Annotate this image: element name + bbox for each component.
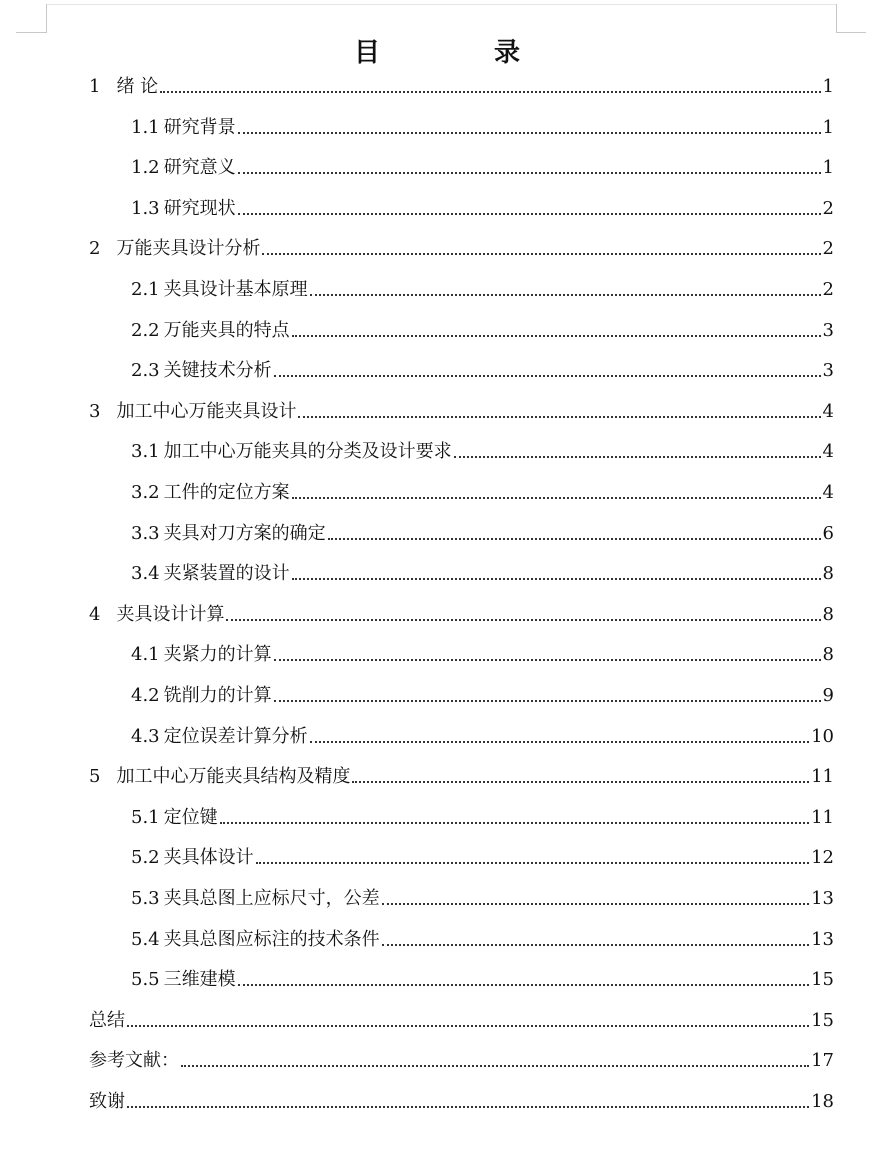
toc-entry[interactable]: [89, 1004, 834, 1032]
toc-dot-leader: [292, 496, 821, 499]
toc-entry-page-number: 1: [822, 157, 834, 179]
toc-entry-number: 1: [89, 76, 101, 97]
toc-entry[interactable]: [89, 598, 834, 626]
toc-dot-leader: [292, 577, 821, 580]
toc-entry-number: 2.2: [131, 319, 160, 341]
toc-entry-page-number: 6: [822, 522, 834, 544]
toc-entry[interactable]: [131, 192, 834, 220]
toc-entry-page-number: 2: [822, 238, 834, 260]
toc-entry-label: 万能夹具的特点: [163, 319, 290, 341]
toc-entry-page-number: 3: [822, 319, 834, 341]
toc-entry-number: 4.3: [131, 725, 160, 747]
toc-entry[interactable]: [131, 720, 834, 748]
toc-entry-label: 加工中心万能夹具结构及精度: [116, 766, 351, 788]
toc-entry-number: 5.5: [131, 969, 160, 991]
toc-dot-leader: [298, 415, 820, 418]
toc-entry-label: 致谢: [89, 1091, 125, 1112]
crop-mark-right-vertical: [836, 4, 837, 33]
toc-entry[interactable]: [89, 1044, 834, 1072]
toc-entry-page-number: 11: [811, 766, 834, 788]
toc-dot-leader: [238, 212, 821, 215]
toc-entry-label: 总结: [89, 1009, 125, 1031]
toc-entry-number: 5.4: [131, 928, 160, 950]
toc-dot-leader: [310, 293, 821, 296]
crop-mark-left-vertical: [46, 4, 47, 33]
toc-entry[interactable]: [89, 70, 834, 98]
toc-dot-leader: [262, 252, 820, 255]
toc-dot-leader: [274, 658, 821, 661]
toc-entry-label: 夹具总图上应标尺寸，公差: [163, 888, 380, 909]
toc-entry[interactable]: [131, 111, 834, 139]
toc-entry-label: 夹紧装置的设计: [163, 563, 290, 585]
toc-entry-label: 工件的定位方案: [163, 482, 290, 503]
toc-entry[interactable]: [131, 273, 834, 301]
toc-entry-page-number: 17: [811, 1050, 834, 1072]
toc-entry-page-number: 4: [822, 400, 834, 422]
toc-entry-label: 夹具设计基本原理: [163, 279, 308, 300]
toc-entry-number: 4: [89, 603, 101, 625]
toc-entry-number: 5.1: [131, 806, 160, 828]
toc-entry-number: 3.2: [131, 482, 160, 503]
toc-entry-number: 1.1: [131, 116, 160, 138]
toc-entry-label: 夹具设计计算: [116, 603, 225, 625]
toc-entry-page-number: 11: [811, 806, 834, 828]
toc-dot-leader: [220, 821, 809, 824]
toc-dot-leader: [352, 780, 809, 783]
toc-entry[interactable]: [131, 963, 834, 991]
toc-entry-number: 5.3: [131, 888, 160, 909]
toc-entry-number: 4.2: [131, 685, 160, 706]
toc-entry-page-number: 13: [811, 888, 834, 909]
toc-entry[interactable]: [131, 638, 834, 666]
toc-dot-leader: [274, 374, 821, 377]
toc-entry[interactable]: [131, 151, 834, 179]
toc-entry-number: 5.2: [131, 847, 160, 869]
toc-entry-label: 加工中心万能夹具的分类及设计要求: [163, 441, 452, 463]
toc-title: 目 录: [353, 38, 564, 68]
toc-entry[interactable]: [131, 557, 834, 585]
toc-entry-label: 研究背景: [163, 116, 236, 138]
toc-entry-page-number: 1: [822, 116, 834, 138]
toc-entry-number: 3: [89, 400, 101, 422]
toc-entry-page-number: 8: [822, 563, 834, 585]
toc-dot-leader: [181, 1064, 809, 1067]
toc-dot-leader: [256, 861, 809, 864]
toc-entry-number: 1.2: [131, 157, 160, 179]
toc-entry-page-number: 12: [811, 847, 834, 869]
toc-entry-number: 4.1: [131, 644, 160, 666]
toc-entry-page-number: 8: [822, 603, 834, 625]
toc-entry[interactable]: [131, 314, 834, 342]
toc-entry-label: 参考文献：: [89, 1050, 179, 1072]
toc-dot-leader: [160, 90, 820, 93]
toc-entry-page-number: 9: [822, 685, 834, 706]
toc-dot-leader: [274, 699, 821, 702]
toc-entry-number: 3.3: [131, 522, 160, 544]
toc-entry-page-number: 15: [811, 1009, 834, 1031]
toc-entry[interactable]: [131, 679, 834, 707]
toc-entry[interactable]: [131, 354, 834, 382]
toc-entry[interactable]: [89, 760, 834, 788]
toc-dot-leader: [454, 455, 821, 458]
toc-entry-label: 铣削力的计算: [163, 685, 272, 706]
toc-entry-number: 5: [89, 766, 101, 788]
toc-entry-page-number: 3: [822, 360, 834, 382]
toc-entry[interactable]: [131, 801, 834, 829]
toc-entry-page-number: 4: [822, 441, 834, 463]
toc-entry-page-number: 2: [822, 197, 834, 219]
toc-entry[interactable]: [131, 517, 834, 545]
toc-entry-page-number: 1: [822, 76, 834, 97]
toc-entry-number: 2.3: [131, 360, 160, 382]
toc-dot-leader: [292, 334, 821, 337]
page-top-edge: [46, 4, 836, 5]
toc-entry-page-number: 4: [822, 482, 834, 503]
toc-dot-leader: [226, 618, 820, 621]
toc-entry-label: 夹具体设计: [163, 847, 254, 869]
toc-entry-label: 加工中心万能夹具设计: [116, 400, 297, 422]
toc-entry-page-number: 8: [822, 644, 834, 666]
toc-dot-leader: [238, 983, 809, 986]
toc-entry-label: 定位键: [163, 806, 218, 828]
toc-entry-label: 夹紧力的计算: [163, 644, 272, 666]
toc-entry[interactable]: [131, 882, 834, 910]
toc-entry-label: 夹具对刀方案的确定: [163, 522, 326, 544]
toc-entry-number: 2: [89, 238, 101, 260]
toc-entry-page-number: 13: [811, 928, 834, 950]
toc-entry[interactable]: [89, 395, 834, 423]
toc-entry-label: 三维建模: [163, 969, 236, 991]
toc-entry[interactable]: [131, 841, 834, 869]
toc-entry-label: 研究现状: [163, 197, 236, 219]
toc-dot-leader: [382, 943, 809, 946]
toc-dot-leader: [310, 740, 809, 743]
toc-dot-leader: [238, 131, 821, 134]
toc-dot-leader: [127, 1105, 809, 1108]
toc-dot-leader: [328, 537, 821, 540]
toc-entry-label: 研究意义: [163, 157, 236, 179]
toc-dot-leader: [238, 171, 821, 174]
toc-entry[interactable]: [131, 476, 834, 504]
toc-dot-leader: [382, 902, 809, 905]
toc-entry-label: 关键技术分析: [163, 360, 272, 382]
toc-entry-number: 1.3: [131, 197, 160, 219]
toc-entry-number: 3.4: [131, 563, 160, 585]
toc-entry-label: 定位误差计算分析: [163, 725, 308, 747]
toc-entry-page-number: 2: [822, 279, 834, 300]
toc-entry-page-number: 18: [811, 1091, 834, 1112]
toc-dot-leader: [127, 1024, 809, 1027]
toc-entry-label: 万能夹具设计分析: [116, 238, 261, 260]
toc-entry-number: 3.1: [131, 441, 160, 463]
toc-entry-label: 夹具总图应标注的技术条件: [163, 928, 380, 950]
toc-entry[interactable]: [131, 923, 834, 951]
toc-entry-number: 2.1: [131, 279, 160, 300]
toc-entry-page-number: 15: [811, 969, 834, 991]
toc-entry-label: 绪 论: [116, 76, 159, 97]
toc-entry-page-number: 10: [811, 725, 834, 747]
toc-entry[interactable]: [89, 232, 834, 260]
toc-entry[interactable]: [131, 435, 834, 463]
toc-entry[interactable]: [89, 1085, 834, 1113]
